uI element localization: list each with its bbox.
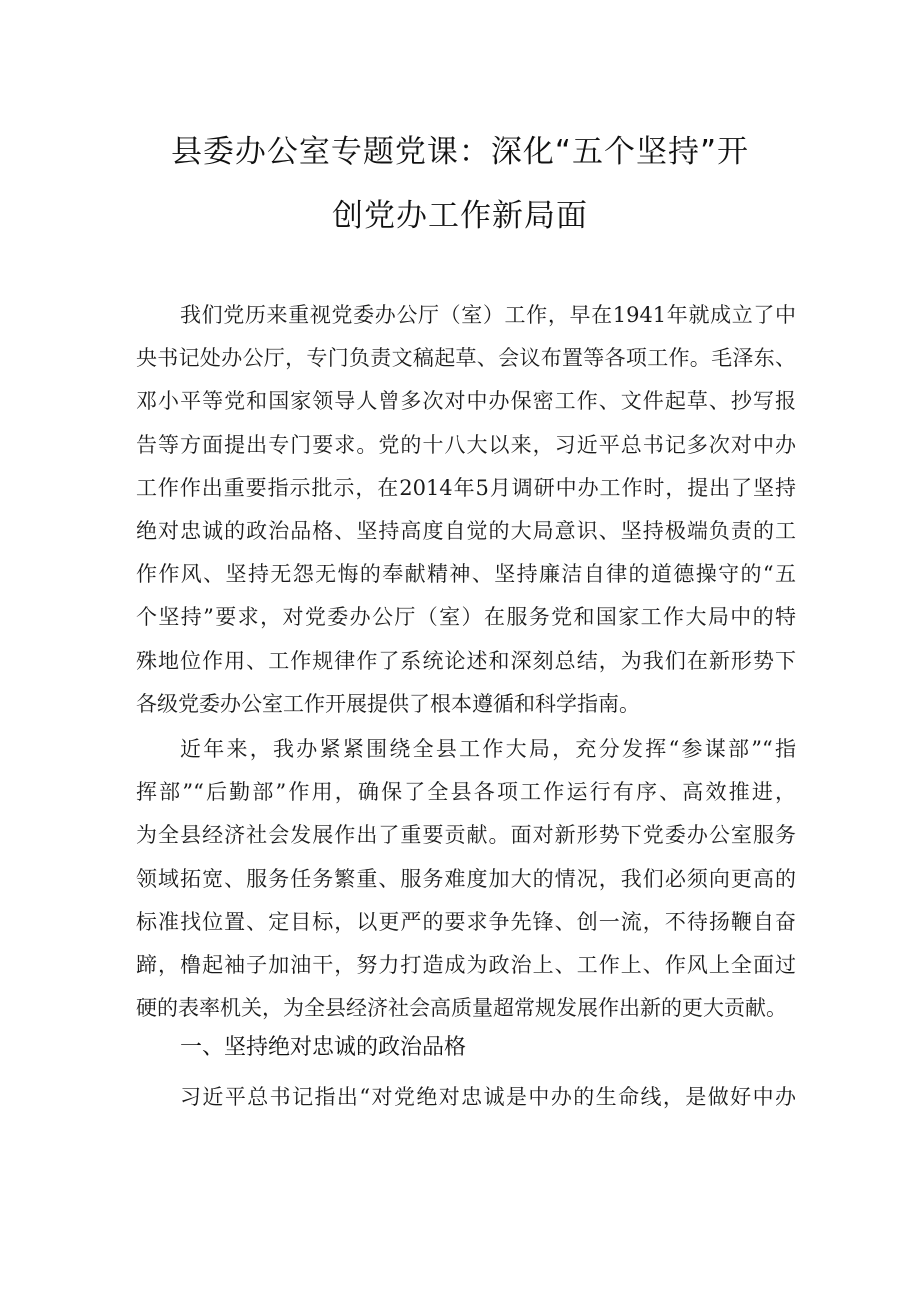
paragraph-1-line: 我们党历来重视党委办公厅（室）工作，早在1941年就成立了中	[180, 303, 796, 327]
paragraph-2	[136, 728, 796, 1030]
paragraph-1-line: 绝对忠诚的政治品格、坚持高度自觉的大局意识、坚持极端负责的工	[136, 518, 796, 543]
paragraph-2-line: 近年来，我办紧紧围绕全县工作大局，充分发挥“参谋部”“指	[180, 737, 796, 761]
paragraph-2-line: 为全县经济社会发展作出了重要贡献。面对新形势下党委办公室服务	[136, 823, 796, 848]
paragraph-1-line: 告等方面提出专门要求。党的十八大以来，习近平总书记多次对中办	[136, 432, 796, 457]
paragraph-3-line: 习近平总书记指出“对党绝对忠诚是中办的生命线，是做好中办	[180, 1085, 796, 1109]
paragraph-2-line: 标准找位置、定目标，以更严的要求争先锋、创一流，不待扬鞭自奋	[136, 909, 796, 934]
document-title-line-2: 创党办工作新局面	[332, 198, 588, 234]
paragraph-1-line: 工作作出重要指示批示，在2014年5月调研中办工作时，提出了坚持	[136, 475, 796, 500]
paragraph-1	[136, 294, 796, 726]
paragraph-1-line: 各级党委办公室工作开展提供了根本遵循和科学指南。	[136, 691, 640, 716]
paragraph-3	[136, 1076, 796, 1119]
paragraph-1-line: 个坚持”要求，对党委办公厅（室）在服务党和国家工作大局中的特	[136, 605, 796, 630]
paragraph-1-line: 央书记处办公厅，专门负责文稿起草、会议布置等各项工作。毛泽东、	[136, 346, 796, 371]
paragraph-1-line: 作作风、坚持无怨无悔的奉献精神、坚持廉洁自律的道德操守的“五	[136, 562, 796, 587]
paragraph-2-line: 领域拓宽、服务任务繁重、服务难度加大的情况，我们必须向更高的	[136, 866, 796, 891]
document-title-line-1: 县委办公室专题党课：深化“五个坚持”开	[170, 134, 750, 170]
paragraph-1-line: 邓小平等党和国家领导人曾多次对中办保密工作、文件起草、抄写报	[136, 389, 796, 414]
paragraph-2-line: 蹄，橹起袖子加油干，努力打造成为政治上、工作上、作风上全面过	[136, 952, 796, 977]
section-heading-1: 一、坚持绝对忠诚的政治品格	[180, 1035, 467, 1060]
paragraph-2-line: 硬的表率机关，为全县经济社会高质量超常规发展作出新的更大贡献。	[136, 996, 787, 1021]
paragraph-1-line: 殊地位作用、工作规律作了系统论述和深刻总结，为我们在新形势下	[136, 648, 796, 673]
paragraph-2-line: 挥部”“后勤部”作用，确保了全县各项工作运行有序、高效推进，	[136, 780, 796, 805]
